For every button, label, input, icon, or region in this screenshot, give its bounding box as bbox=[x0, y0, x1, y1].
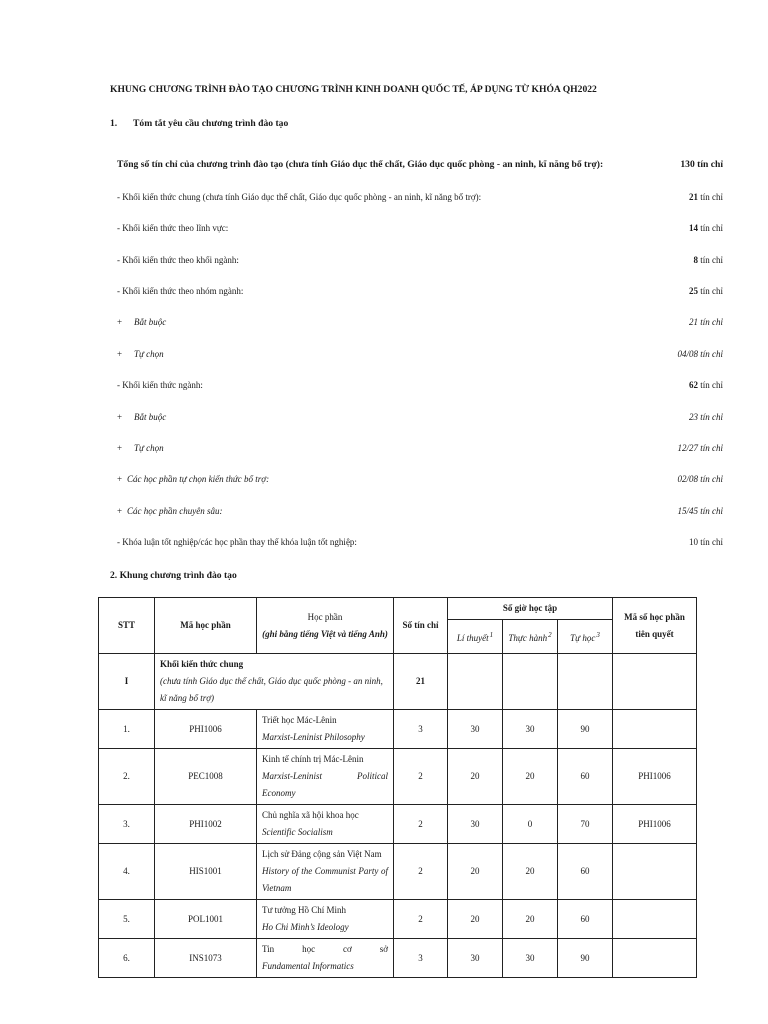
req-group-required-value: 21 tín chỉ bbox=[689, 317, 723, 327]
row-practice-hours: 20 bbox=[503, 900, 558, 939]
row-self-study-hours: 60 bbox=[558, 749, 613, 805]
row-self-study-hours: 90 bbox=[558, 710, 613, 749]
row-theory-hours: 30 bbox=[448, 939, 503, 978]
req-sector-unit: tín chỉ bbox=[698, 255, 723, 265]
row-course-name bbox=[257, 939, 394, 978]
header-self-study bbox=[558, 620, 613, 654]
header-credits: Số tín chỉ bbox=[394, 598, 448, 654]
row-stt: 3. bbox=[99, 805, 155, 844]
header-study-hours: Số giờ học tập bbox=[448, 598, 613, 620]
req-major-unit: tín chỉ bbox=[698, 380, 723, 390]
table-row bbox=[99, 900, 697, 939]
req-thesis-label: - Khóa luận tốt nghiệp/các học phần thay thế khóa luận tốt nghiệp: bbox=[117, 537, 357, 547]
header-self-study-label: Tự học bbox=[570, 632, 596, 643]
header-theory-footnote: 1 bbox=[489, 630, 494, 639]
header-self-study-footnote: 3 bbox=[596, 630, 600, 639]
row-stt: 1. bbox=[99, 710, 155, 749]
req-support-elective-prefix: + bbox=[117, 474, 123, 484]
course-name-en: Ho Chi Minh’s Ideology bbox=[262, 922, 349, 932]
group-note: (chưa tính Giáo dục thể chất, Giáo dục quốc phòng - an ninh, kĩ năng bổ trợ) bbox=[160, 676, 383, 703]
row-course-code: PHI1006 bbox=[155, 710, 257, 749]
req-group-elective-prefix: + bbox=[117, 349, 123, 359]
header-theory-label: Lí thuyết bbox=[456, 632, 489, 643]
course-name-vi: Tin học cơ sở bbox=[262, 944, 388, 954]
req-general-value bbox=[689, 192, 723, 202]
row-stt: 4. bbox=[99, 844, 155, 900]
row-theory-hours: 20 bbox=[448, 844, 503, 900]
row-course-name bbox=[257, 710, 394, 749]
req-major-elective-value: 12/27 tín chỉ bbox=[677, 443, 723, 453]
row-practice-hours: 20 bbox=[503, 844, 558, 900]
row-theory-hours: 20 bbox=[448, 900, 503, 939]
row-theory-hours: 30 bbox=[448, 805, 503, 844]
row-course-name bbox=[257, 900, 394, 939]
row-credits: 2 bbox=[394, 844, 448, 900]
req-thesis-value: 10 tín chỉ bbox=[689, 537, 723, 547]
req-field-unit: tín chỉ bbox=[698, 223, 723, 233]
row-credits: 2 bbox=[394, 900, 448, 939]
table-row bbox=[99, 805, 697, 844]
req-support-elective-label: Các học phần tự chọn kiến thức bổ trợ: bbox=[127, 474, 270, 484]
row-practice-hours: 20 bbox=[503, 749, 558, 805]
group-stt: I bbox=[99, 654, 155, 710]
req-total-value: 130 tín chỉ bbox=[680, 159, 723, 170]
header-course-title: Học phần bbox=[307, 611, 343, 622]
req-group-required-prefix: + bbox=[117, 317, 123, 327]
document-title: KHUNG CHƯƠNG TRÌNH ĐÀO TẠO CHƯƠNG TRÌNH KINH DOANH QUỐC TẾ, ÁP DỤNG TỪ KHÓA QH2022 bbox=[110, 84, 597, 95]
section-1-heading bbox=[110, 118, 288, 129]
row-stt: 5. bbox=[99, 900, 155, 939]
section-1-number: 1. bbox=[110, 118, 118, 129]
row-prerequisite: PHI1006 bbox=[613, 749, 697, 805]
req-major bbox=[117, 380, 723, 394]
course-name-vi: Kinh tế chính trị Mác-Lênin bbox=[262, 754, 364, 764]
req-support-elective-value: 02/08 tín chỉ bbox=[677, 474, 723, 484]
header-practice-label: Thực hành bbox=[508, 632, 548, 643]
row-practice-hours: 30 bbox=[503, 710, 558, 749]
course-name-vi: Chủ nghĩa xã hội khoa học bbox=[262, 810, 359, 820]
req-group-elective bbox=[117, 349, 723, 363]
req-general-number: 21 bbox=[689, 192, 698, 202]
course-name-en: History of the Communist Party of Vietnam bbox=[262, 866, 388, 893]
req-group-number: 25 bbox=[689, 286, 698, 296]
group-description bbox=[155, 654, 394, 710]
req-specialized-label: Các học phần chuyên sâu: bbox=[127, 506, 223, 516]
row-prerequisite bbox=[613, 900, 697, 939]
row-practice-hours: 30 bbox=[503, 939, 558, 978]
req-sector-number: 8 bbox=[693, 255, 698, 265]
course-name-vi: Triết học Mác-Lênin bbox=[262, 715, 337, 725]
course-name-en: Fundamental Informatics bbox=[262, 961, 354, 971]
header-practice-footnote: 2 bbox=[548, 630, 552, 639]
req-general-unit: tín chỉ bbox=[698, 192, 723, 202]
req-specialized-value: 15/45 tín chỉ bbox=[677, 506, 723, 516]
row-course-name bbox=[257, 749, 394, 805]
req-field bbox=[117, 223, 723, 237]
row-self-study-hours: 90 bbox=[558, 939, 613, 978]
req-support-elective bbox=[117, 474, 723, 488]
req-major-value bbox=[689, 380, 723, 390]
req-total bbox=[117, 159, 723, 173]
row-self-study-hours: 60 bbox=[558, 844, 613, 900]
req-field-value bbox=[689, 223, 723, 233]
req-total-label: Tổng số tín chỉ của chương trình đào tạo (chưa tính Giáo dục thể chất, Giáo dục quốc phòng - an ninh, kĩ năng bổ trợ): bbox=[117, 159, 604, 170]
req-group-required bbox=[117, 317, 723, 331]
table-row bbox=[99, 749, 697, 805]
req-field-number: 14 bbox=[689, 223, 698, 233]
header-course-subtitle: (ghi bằng tiếng Việt và tiếng Anh) bbox=[262, 628, 388, 639]
row-self-study-hours: 60 bbox=[558, 900, 613, 939]
row-theory-hours: 20 bbox=[448, 749, 503, 805]
row-prerequisite bbox=[613, 710, 697, 749]
table-row bbox=[99, 939, 697, 978]
row-course-code: INS1073 bbox=[155, 939, 257, 978]
table-row bbox=[99, 710, 697, 749]
header-prerequisite: Mã số học phần tiên quyết bbox=[613, 598, 697, 654]
row-prerequisite bbox=[613, 939, 697, 978]
row-course-code: PEC1008 bbox=[155, 749, 257, 805]
course-name-vi: Lịch sử Đảng cộng sản Việt Nam bbox=[262, 849, 382, 859]
row-course-code: PHI1002 bbox=[155, 805, 257, 844]
course-name-en: Scientific Socialism bbox=[262, 827, 333, 837]
req-major-required-prefix: + bbox=[117, 412, 123, 422]
req-major-elective bbox=[117, 443, 723, 457]
req-specialized-prefix: + bbox=[117, 506, 123, 516]
req-group-required-label: Bắt buộc bbox=[134, 317, 167, 327]
group-title: Khối kiến thức chung bbox=[160, 659, 244, 669]
row-practice-hours: 0 bbox=[503, 805, 558, 844]
req-specialized bbox=[117, 506, 723, 520]
group-row bbox=[99, 654, 697, 710]
req-sector-label: - Khối kiến thức theo khối ngành: bbox=[117, 255, 239, 265]
row-stt: 6. bbox=[99, 939, 155, 978]
header-practice bbox=[503, 620, 558, 654]
course-name-en: Marxist-Leninist Political Economy bbox=[262, 771, 388, 798]
req-group bbox=[117, 286, 723, 300]
row-course-code: POL1001 bbox=[155, 900, 257, 939]
program-table bbox=[98, 597, 697, 978]
req-major-required-value: 23 tín chỉ bbox=[689, 412, 723, 422]
row-prerequisite: PHI1006 bbox=[613, 805, 697, 844]
req-group-elective-label: Tự chọn bbox=[134, 349, 164, 359]
req-group-value bbox=[689, 286, 723, 296]
section-2-heading: 2. Khung chương trình đào tạo bbox=[110, 570, 237, 581]
req-group-label: - Khối kiến thức theo nhóm ngành: bbox=[117, 286, 244, 296]
req-major-elective-prefix: + bbox=[117, 443, 123, 453]
header-stt: STT bbox=[99, 598, 155, 654]
course-name-vi: Tư tưởng Hồ Chí Minh bbox=[262, 905, 347, 915]
req-major-elective-label: Tự chọn bbox=[134, 443, 164, 453]
row-self-study-hours: 70 bbox=[558, 805, 613, 844]
req-major-required bbox=[117, 412, 723, 426]
row-course-code: HIS1001 bbox=[155, 844, 257, 900]
course-name-en: Marxist-Leninist Philosophy bbox=[262, 732, 365, 742]
table-row bbox=[99, 844, 697, 900]
req-general bbox=[117, 192, 723, 206]
req-major-required-label: Bắt buộc bbox=[134, 412, 167, 422]
req-major-label: - Khối kiến thức ngành: bbox=[117, 380, 203, 390]
row-stt: 2. bbox=[99, 749, 155, 805]
row-credits: 2 bbox=[394, 805, 448, 844]
header-course bbox=[257, 598, 394, 654]
req-general-label: - Khối kiến thức chung (chưa tính Giáo dục thể chất, Giáo dục quốc phòng - an ninh, kĩ năng bổ trợ): bbox=[117, 192, 482, 202]
row-prerequisite bbox=[613, 844, 697, 900]
req-group-elective-value: 04/08 tín chỉ bbox=[677, 349, 723, 359]
req-sector-value bbox=[694, 255, 724, 265]
row-theory-hours: 30 bbox=[448, 710, 503, 749]
row-course-name bbox=[257, 805, 394, 844]
req-major-number: 62 bbox=[689, 380, 698, 390]
section-1-title: Tóm tắt yêu cầu chương trình đào tạo bbox=[133, 118, 289, 129]
row-credits: 2 bbox=[394, 749, 448, 805]
header-course-code: Mã học phần bbox=[155, 598, 257, 654]
req-group-unit: tín chỉ bbox=[698, 286, 723, 296]
req-thesis bbox=[117, 537, 723, 551]
row-course-name bbox=[257, 844, 394, 900]
req-field-label: - Khối kiến thức theo lĩnh vực: bbox=[117, 223, 229, 233]
row-credits: 3 bbox=[394, 710, 448, 749]
group-credits: 21 bbox=[394, 654, 448, 710]
header-theory bbox=[448, 620, 503, 654]
req-sector bbox=[117, 255, 723, 269]
row-credits: 3 bbox=[394, 939, 448, 978]
